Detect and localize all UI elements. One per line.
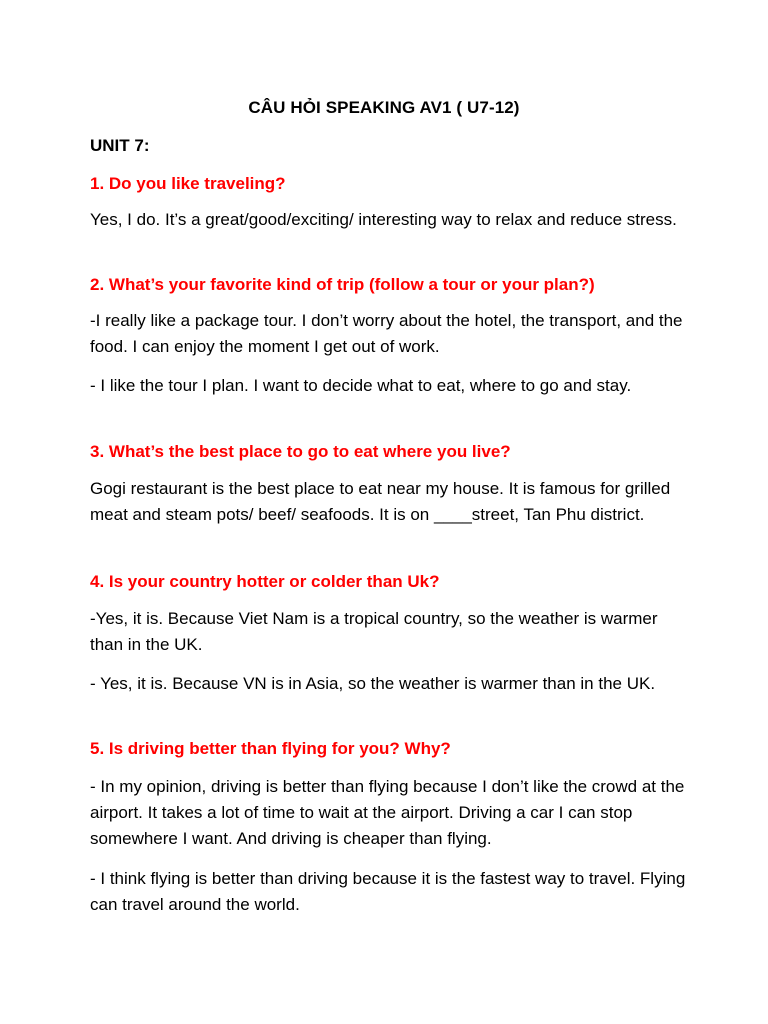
answer-2-a: -I really like a package tour. I don’t worry about the hotel, the transport, and the food. I can enjoy the moment I get out of work.: [90, 311, 683, 356]
question-3: 3. What’s the best place to go to eat where you live?: [90, 442, 511, 461]
answer-2-b: - I like the tour I plan. I want to decide what to eat, where to go and stay.: [90, 376, 632, 395]
answer-1-a: Yes, I do. It’s a great/good/exciting/ interesting way to relax and reduce stress.: [90, 210, 677, 229]
question-4: 4. Is your country hotter or colder than Uk?: [90, 572, 440, 591]
answer-5-a: - In my opinion, driving is better than flying because I don’t like the crowd at the airport. It takes a lot of time to wait at the airport. Driving a car I can stop somewhere I want. And driving is cheaper than flying.: [90, 777, 685, 848]
answer-4-a: -Yes, it is. Because Viet Nam is a tropical country, so the weather is warmer than in the UK.: [90, 609, 658, 654]
question-5: 5. Is driving better than flying for you? Why?: [90, 739, 451, 758]
answer-3-a: Gogi restaurant is the best place to eat near my house. It is famous for grilled meat and steam pots/ beef/ seafoods. It is on ____street, Tan Phu district.: [90, 479, 671, 524]
answer-5-b: - I think flying is better than driving because it is the fastest way to travel. Flying can travel around the world.: [90, 869, 686, 914]
document-title: CÂU HỎI SPEAKING AV1 ( U7-12): [248, 98, 520, 117]
question-1: 1. Do you like traveling?: [90, 174, 286, 193]
question-2: 2. What’s your favorite kind of trip (follow a tour or your plan?): [90, 275, 595, 294]
unit-heading: UNIT 7:: [90, 136, 150, 155]
answer-4-b: - Yes, it is. Because VN is in Asia, so the weather is warmer than in the UK.: [90, 674, 656, 693]
